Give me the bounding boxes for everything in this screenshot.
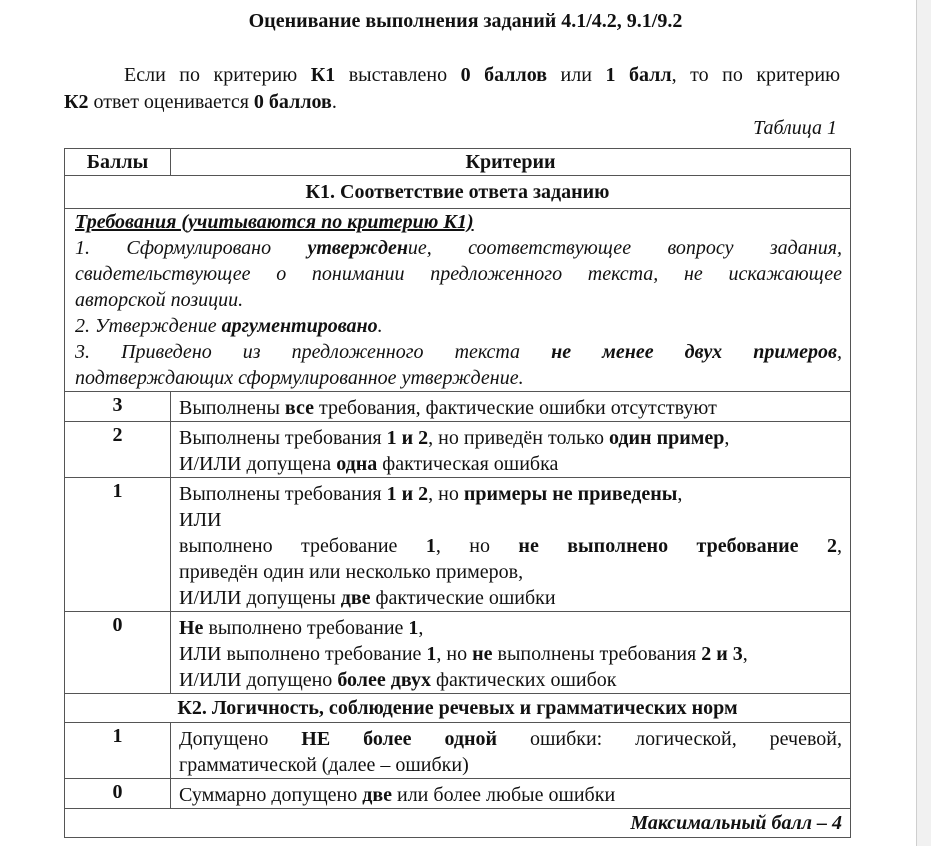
text-run: 1 и 2 [386, 427, 429, 449]
text-run: , но приведён только [428, 427, 609, 449]
k1-title-row [65, 176, 851, 209]
score-criteria [171, 612, 851, 694]
score-value: 0 [65, 612, 171, 694]
text-run: К1 [310, 64, 336, 86]
text-run: 1 [426, 643, 437, 665]
text-run: один пример [608, 427, 725, 449]
header-criteria: Критерии [171, 149, 851, 176]
text-line [179, 533, 842, 559]
text-line [179, 667, 842, 693]
text-line [75, 287, 842, 313]
text-run: не выполнено требование 2 [518, 535, 837, 557]
text-run: 1 балл [605, 64, 672, 86]
text-run: 2 и 3 [701, 643, 743, 665]
text-run: , [837, 535, 842, 557]
text-line [75, 235, 842, 261]
text-run: не менее двух примеров [551, 341, 837, 363]
text-run: подтверждающих сформулированное утверждение. [75, 367, 524, 389]
text-run: И/ИЛИ допущены [179, 587, 341, 609]
text-line [75, 209, 842, 235]
text-run: НЕ более одной [301, 728, 498, 750]
text-run: грамматической (далее – ошибки) [179, 754, 469, 776]
text-run: ИЛИ [179, 509, 222, 531]
k2-title: К2. Логичность, соблюдение речевых и грамматических норм [65, 694, 851, 723]
table-header-row [65, 149, 851, 176]
text-run: . [377, 315, 383, 337]
text-run: одна [336, 453, 378, 475]
requirements [65, 209, 851, 392]
k2-title-row [65, 694, 851, 723]
score-value: 2 [65, 422, 171, 478]
text-run: требования, фактические ошибки отсутствуют [313, 397, 717, 419]
k1-score-row [65, 478, 851, 612]
text-run: 0 баллов [253, 91, 332, 113]
score-criteria [171, 779, 851, 809]
intro-paragraph [64, 62, 840, 116]
score-value: 3 [65, 392, 171, 422]
text-line [179, 425, 842, 451]
text-run: И/ИЛИ допущена [179, 453, 337, 475]
text-run: выполнены требования [492, 643, 702, 665]
text-line [75, 313, 842, 339]
text-run: . [331, 91, 337, 113]
grading-table [64, 148, 851, 838]
text-run: свидетельствующее о понимании предложенного текста, не искажающее [75, 263, 842, 285]
text-run: Выполнены требования [179, 427, 387, 449]
text-run: Выполнены требования [179, 483, 387, 505]
text-run: две [362, 784, 392, 806]
score-value: 1 [65, 723, 171, 779]
score-value: 1 [65, 478, 171, 612]
text-run: И/ИЛИ допущено [179, 669, 338, 691]
text-line [179, 481, 842, 507]
text-line [179, 641, 842, 667]
text-run: авторской позиции. [75, 289, 244, 311]
text-line [75, 365, 842, 391]
k1-score-row [65, 392, 851, 422]
text-run: выполнено требование [203, 617, 409, 639]
text-run: 0 баллов [460, 64, 548, 86]
k1-score-row [65, 422, 851, 478]
text-line [179, 395, 842, 421]
text-run: 1 [408, 617, 419, 639]
text-run: Суммарно допущено [179, 784, 363, 806]
text-run: К2 [64, 91, 89, 113]
k2-score-row [65, 723, 851, 779]
text-run: более двух [337, 669, 431, 691]
text-run: или [547, 64, 606, 86]
text-run: примеры не приведены [463, 483, 678, 505]
text-run: Требования (учитываются по критерию К1) [75, 211, 474, 233]
text-run: 1 и 2 [386, 483, 429, 505]
text-line [179, 585, 842, 611]
text-run: , [836, 341, 842, 363]
table-caption: Таблица 1 [753, 117, 837, 139]
text-run: ИЛИ выполнено требование [179, 643, 427, 665]
score-criteria [171, 392, 851, 422]
text-line [64, 62, 840, 89]
text-run: , [418, 617, 424, 639]
text-run: ие, соответствующее вопросу задания, [407, 237, 842, 259]
text-run: , [677, 483, 683, 505]
score-value: 0 [65, 779, 171, 809]
text-run: две [340, 587, 371, 609]
text-line [75, 339, 842, 365]
text-run: аргументировано [221, 315, 378, 337]
text-run: Не [179, 617, 204, 639]
text-run: выставлено [335, 64, 461, 86]
text-line [179, 559, 842, 585]
score-criteria [171, 422, 851, 478]
max-score-row [65, 809, 851, 838]
text-run: , то по критерию [671, 64, 841, 86]
text-line [64, 89, 840, 116]
requirements-row [65, 209, 851, 392]
text-run: приведён один или несколько примеров, [179, 561, 524, 583]
header-points: Баллы [65, 149, 171, 176]
text-run: фактические ошибки [370, 587, 556, 609]
text-run: фактических ошибок [431, 669, 617, 691]
text-line [179, 615, 842, 641]
text-line [179, 752, 842, 778]
text-run: выполнено требование [179, 535, 426, 557]
text-line [179, 507, 842, 533]
text-run: Допущено [179, 728, 302, 750]
max-score: Максимальный балл – 4 [65, 809, 851, 838]
text-run: 1 [425, 535, 436, 557]
text-run: 3. Приведено из предложенного текста [75, 341, 552, 363]
text-run: утвержден [307, 237, 408, 259]
text-run: Выполнены [179, 397, 285, 419]
score-criteria [171, 478, 851, 612]
text-run: , но [436, 643, 473, 665]
text-run: все [284, 397, 314, 419]
text-run: фактическая ошибка [377, 453, 559, 475]
document-title: Оценивание выполнения заданий 4.1/4.2, 9.1/9.2 [248, 10, 683, 32]
text-run: 1. Сформулировано [75, 237, 308, 259]
text-line [179, 782, 842, 808]
text-line [75, 261, 842, 287]
k1-title: К1. Соответствие ответа заданию [65, 176, 851, 209]
text-line [179, 451, 842, 477]
text-run: 2. Утверждение [75, 315, 222, 337]
text-run: , [742, 643, 748, 665]
text-run: ошибки: логической, речевой, [497, 728, 843, 750]
text-run: Если по критерию [124, 64, 311, 86]
text-run: не [472, 643, 493, 665]
text-run: , но [428, 483, 464, 505]
text-run: или более любые ошибки [392, 784, 616, 806]
text-run: , [724, 427, 730, 449]
score-criteria [171, 723, 851, 779]
text-line [179, 726, 842, 752]
text-run: ответ оценивается [88, 91, 254, 113]
k1-score-row [65, 612, 851, 694]
k2-score-row [65, 779, 851, 809]
page-edge [916, 0, 931, 846]
text-run: , но [435, 535, 519, 557]
